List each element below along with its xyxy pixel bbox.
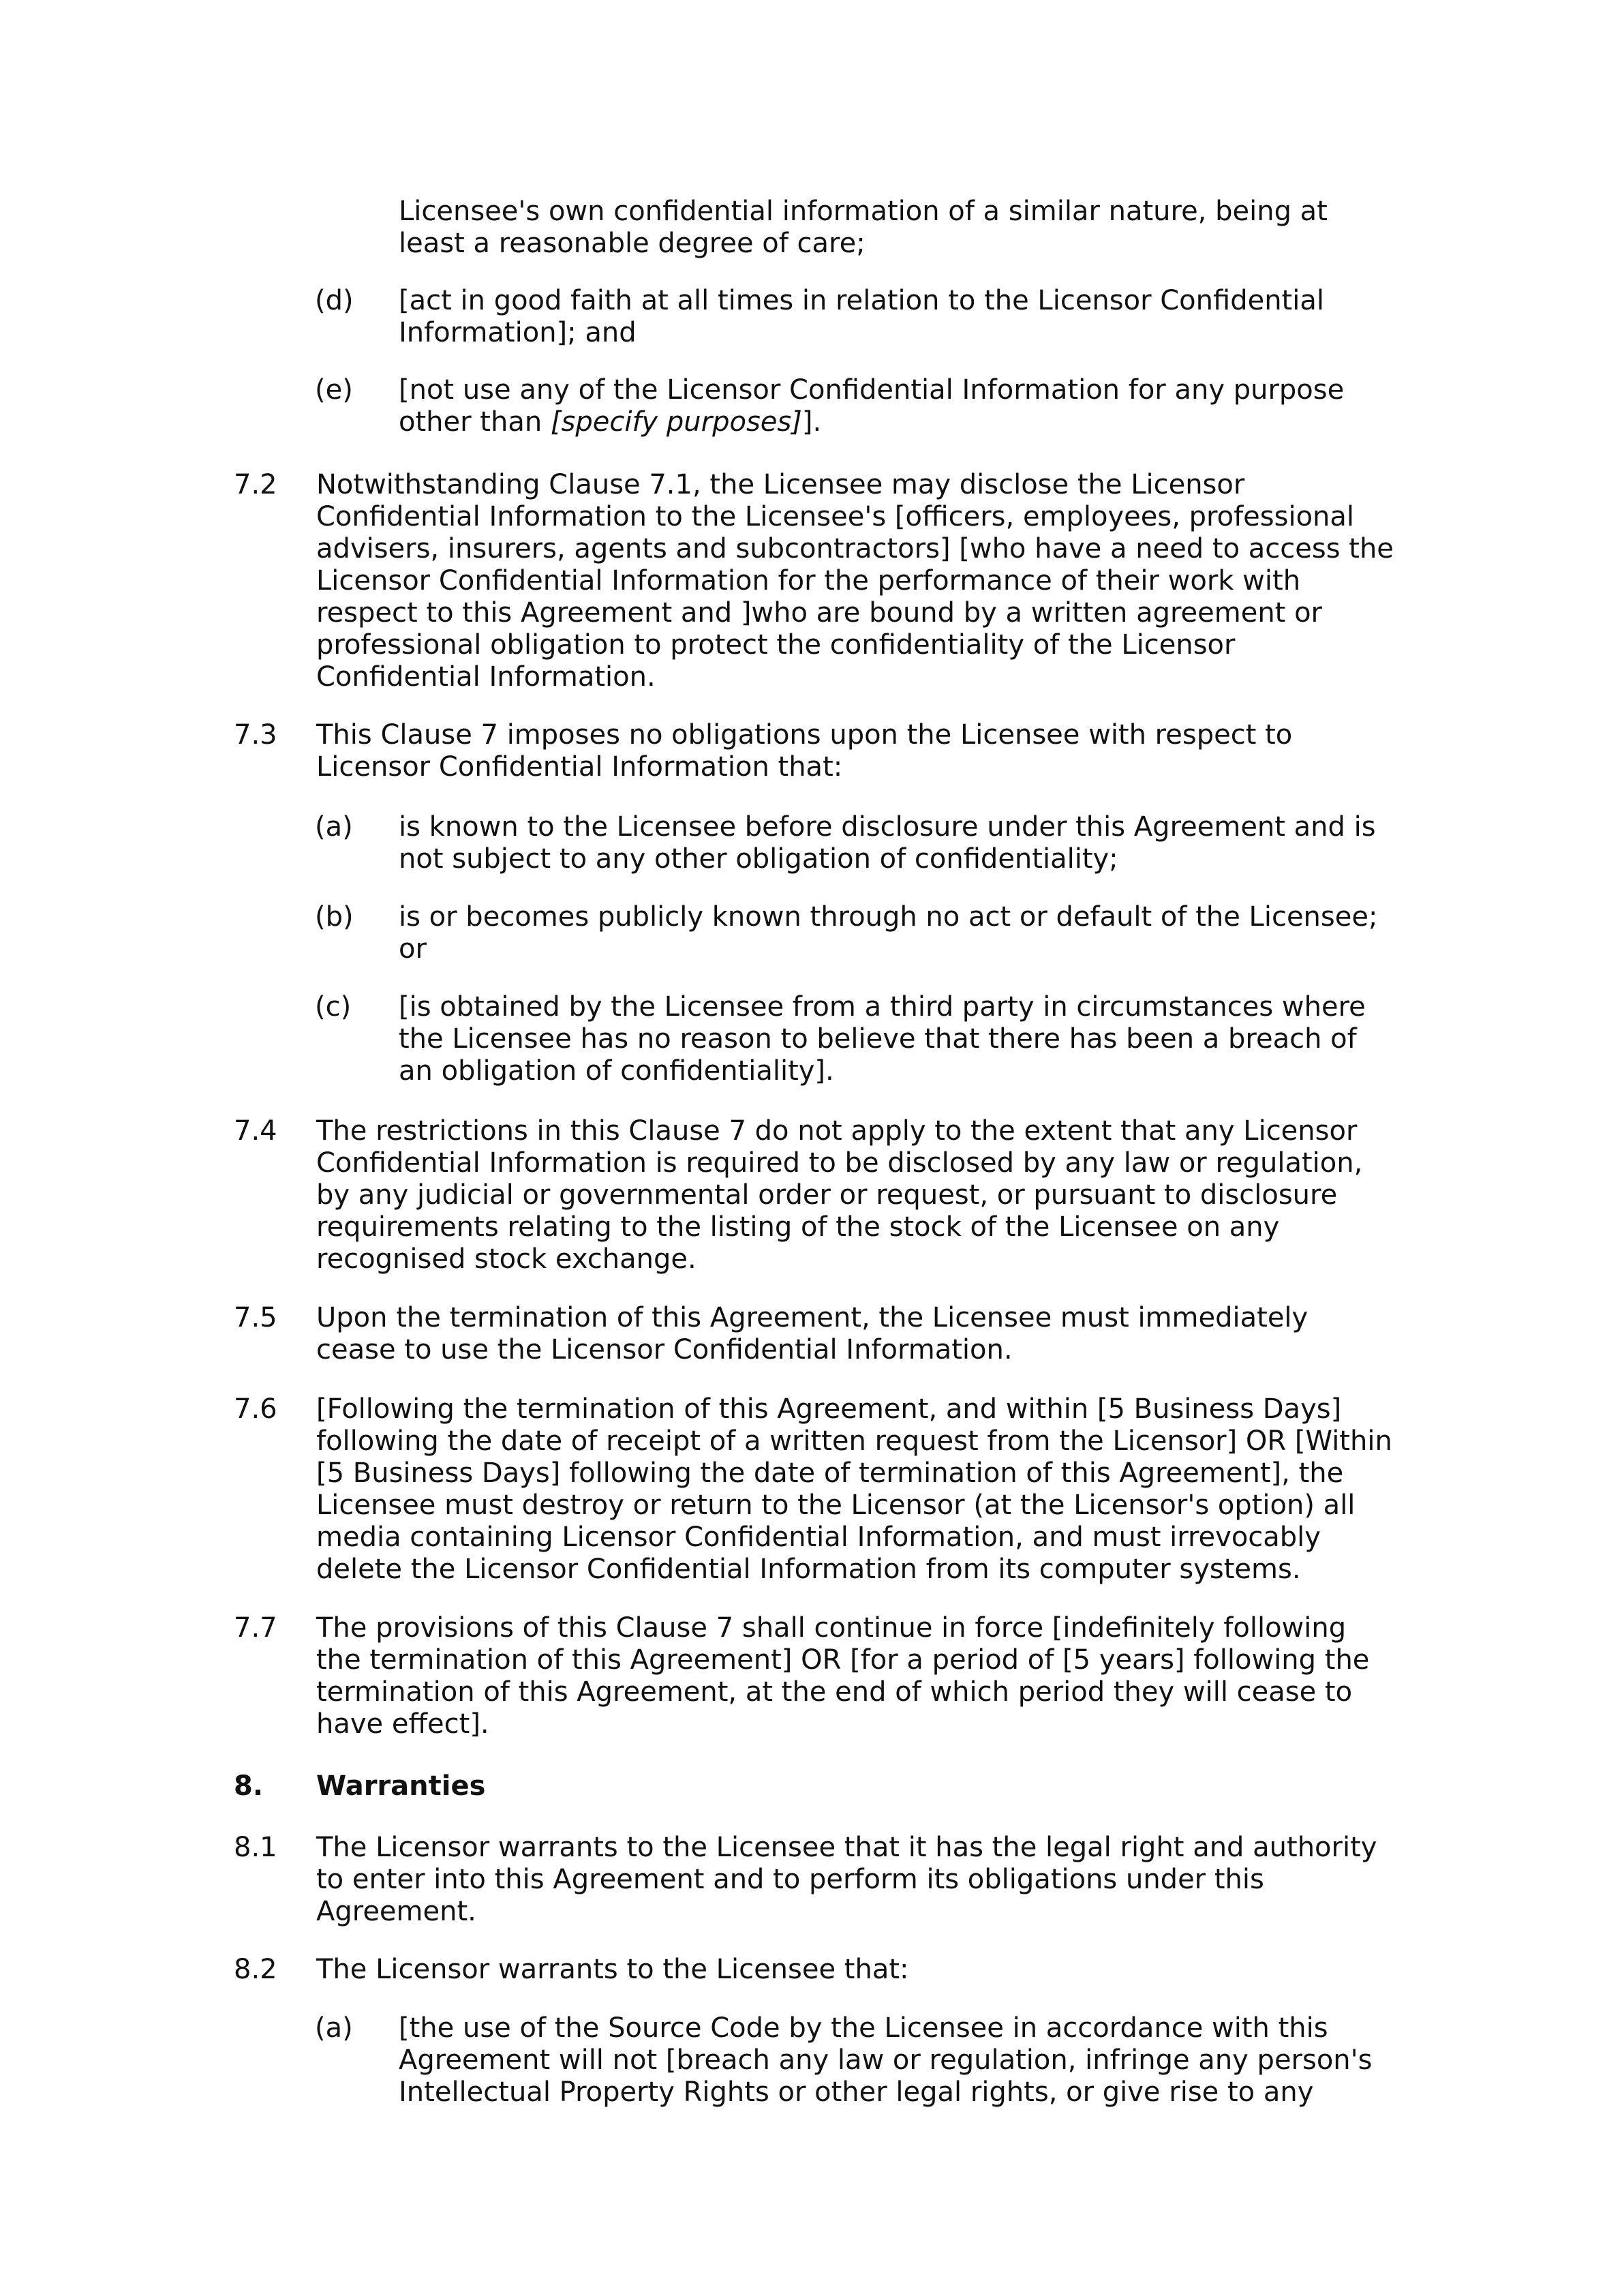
- clause-7-7: [316, 1612, 1369, 1740]
- text-line: least a reasonable degree of care;: [399, 228, 866, 259]
- clause-8-2-a: [399, 2012, 1373, 2109]
- text-line: cease to use the Licensor Confidential Information.: [316, 1334, 1013, 1365]
- text-line: The Licensor warrants to the Licensee that:: [316, 1954, 909, 1985]
- text-line: Intellectual Property Rights or other legal rights, or give rise to any: [399, 2076, 1314, 2108]
- text-line: The provisions of this Clause 7 shall continue in force [indefinitely following: [316, 1612, 1347, 1644]
- clause-7-3: [316, 719, 1292, 783]
- text-line: The Licensor warrants to the Licensee that it has the legal right and authority: [316, 1832, 1377, 1863]
- clause-number: (d): [315, 285, 354, 316]
- text-line: Agreement.: [316, 1896, 476, 1927]
- text-line: Confidential Information.: [316, 661, 656, 693]
- text-line: [is obtained by the Licensee from a third party in circumstances where: [399, 991, 1366, 1023]
- clause-number: (a): [315, 2012, 353, 2044]
- text-line: Information]; and: [399, 317, 637, 348]
- text-line: Licensee's own confidential information of a similar nature, being at: [399, 196, 1328, 227]
- text-line: Agreement will not [breach any law or regulation, infringe any person's: [399, 2044, 1373, 2076]
- text-line: Licensee must destroy or return to the Licensor (at the Licensor's option) all: [316, 1490, 1356, 1521]
- clause-number: (c): [315, 991, 352, 1023]
- section-number: 8.: [234, 1770, 264, 1802]
- text-line: [399, 406, 1344, 438]
- text-line: the termination of this Agreement] OR [for a period of [5 years] following the: [316, 1644, 1370, 1676]
- text-line: The restrictions in this Clause 7 do not apply to the extent that any Licensor: [316, 1115, 1358, 1147]
- clause-7-3-a: [399, 811, 1376, 875]
- text-line: the Licensee has no reason to believe that there has been a breach of: [399, 1023, 1357, 1055]
- clause-number: 8.1: [234, 1832, 277, 1863]
- clause-8-1: [316, 1832, 1377, 1928]
- clause-number: 7.5: [234, 1302, 277, 1333]
- text-line: [the use of the Source Code by the Licensee in accordance with this: [399, 2012, 1328, 2044]
- text-line: [5 Business Days] following the date of termination of this Agreement], the: [316, 1457, 1344, 1489]
- clause-number: 7.4: [234, 1115, 277, 1147]
- text-line: delete the Licensor Confidential Information from its computer systems.: [316, 1554, 1301, 1585]
- text-line: respect to this Agreement and ]who are bound by a written agreement or: [316, 597, 1322, 629]
- clause-number: 7.2: [234, 469, 277, 500]
- clause-7-1-c-continuation: [399, 196, 1328, 260]
- placeholder-purposes: [specify purposes]: [550, 406, 802, 438]
- clause-7-3-b: [399, 901, 1377, 965]
- text-line: to enter into this Agreement and to perform its obligations under this: [316, 1864, 1264, 1895]
- text-line: is known to the Licensee before disclosure under this Agreement and is: [399, 811, 1376, 843]
- text-line: professional obligation to protect the confidentiality of the Licensor: [316, 629, 1236, 661]
- text-line: or: [399, 933, 427, 965]
- text-line: following the date of receipt of a written request from the Licensor] OR [Within: [316, 1425, 1392, 1457]
- text-line: by any judicial or governmental order or request, or pursuant to disclosure: [316, 1179, 1338, 1211]
- clause-number: 7.3: [234, 719, 277, 751]
- text-line: recognised stock exchange.: [316, 1243, 697, 1275]
- text-line: termination of this Agreement, at the end of which period they will cease to: [316, 1676, 1353, 1708]
- text-line: [Following the termination of this Agreement, and within [5 Business Days]: [316, 1393, 1342, 1425]
- clause-7-1-d: [399, 285, 1324, 349]
- clause-number: (a): [315, 811, 353, 843]
- text-line: Notwithstanding Clause 7.1, the Licensee may disclose the Licensor: [316, 469, 1245, 500]
- clause-7-3-c: [399, 991, 1366, 1087]
- clause-8-2: [316, 1954, 909, 1986]
- clause-number: 7.7: [234, 1612, 277, 1644]
- clause-number: 8.2: [234, 1954, 277, 1985]
- clause-7-6: [316, 1393, 1392, 1586]
- text-line: Licensor Confidential Information for the performance of their work with: [316, 565, 1301, 596]
- text-line: Confidential Information to the Licensee's [officers, employees, professional: [316, 501, 1355, 532]
- text-line: not subject to any other obligation of confidentiality;: [399, 843, 1118, 875]
- text-line: an obligation of confidentiality].: [399, 1055, 834, 1087]
- text-line: requirements relating to the listing of the stock of the Licensee on any: [316, 1211, 1280, 1243]
- clause-7-2: [316, 469, 1394, 693]
- text-line: advisers, insurers, agents and subcontractors] [who have a need to access the: [316, 533, 1394, 564]
- text-line: have effect].: [316, 1708, 489, 1740]
- text-line: Upon the termination of this Agreement, the Licensee must immediately: [316, 1302, 1309, 1333]
- text-run: ].: [801, 406, 822, 438]
- clause-7-1-e: [399, 374, 1344, 438]
- clause-number: 7.6: [234, 1393, 277, 1425]
- text-line: Confidential Information is required to be disclosed by any law or regulation,: [316, 1147, 1363, 1179]
- clause-7-4: [316, 1115, 1362, 1275]
- clause-number: (e): [315, 374, 353, 406]
- text-line: is or becomes publicly known through no act or default of the Licensee;: [399, 901, 1378, 933]
- text-line: [not use any of the Licensor Confidential Information for any purpose: [399, 374, 1345, 406]
- text-line: [act in good faith at all times in relation to the Licensor Confidential: [399, 285, 1324, 316]
- clause-number: (b): [315, 901, 354, 933]
- text-run: other than: [399, 406, 551, 438]
- text-line: media containing Licensor Confidential Information, and must irrevocably: [316, 1522, 1321, 1553]
- text-line: Licensor Confidential Information that:: [316, 751, 843, 783]
- text-line: This Clause 7 imposes no obligations upon the Licensee with respect to: [316, 719, 1293, 751]
- clause-7-5: [316, 1302, 1308, 1366]
- section-heading-warranties: Warranties: [316, 1770, 486, 1802]
